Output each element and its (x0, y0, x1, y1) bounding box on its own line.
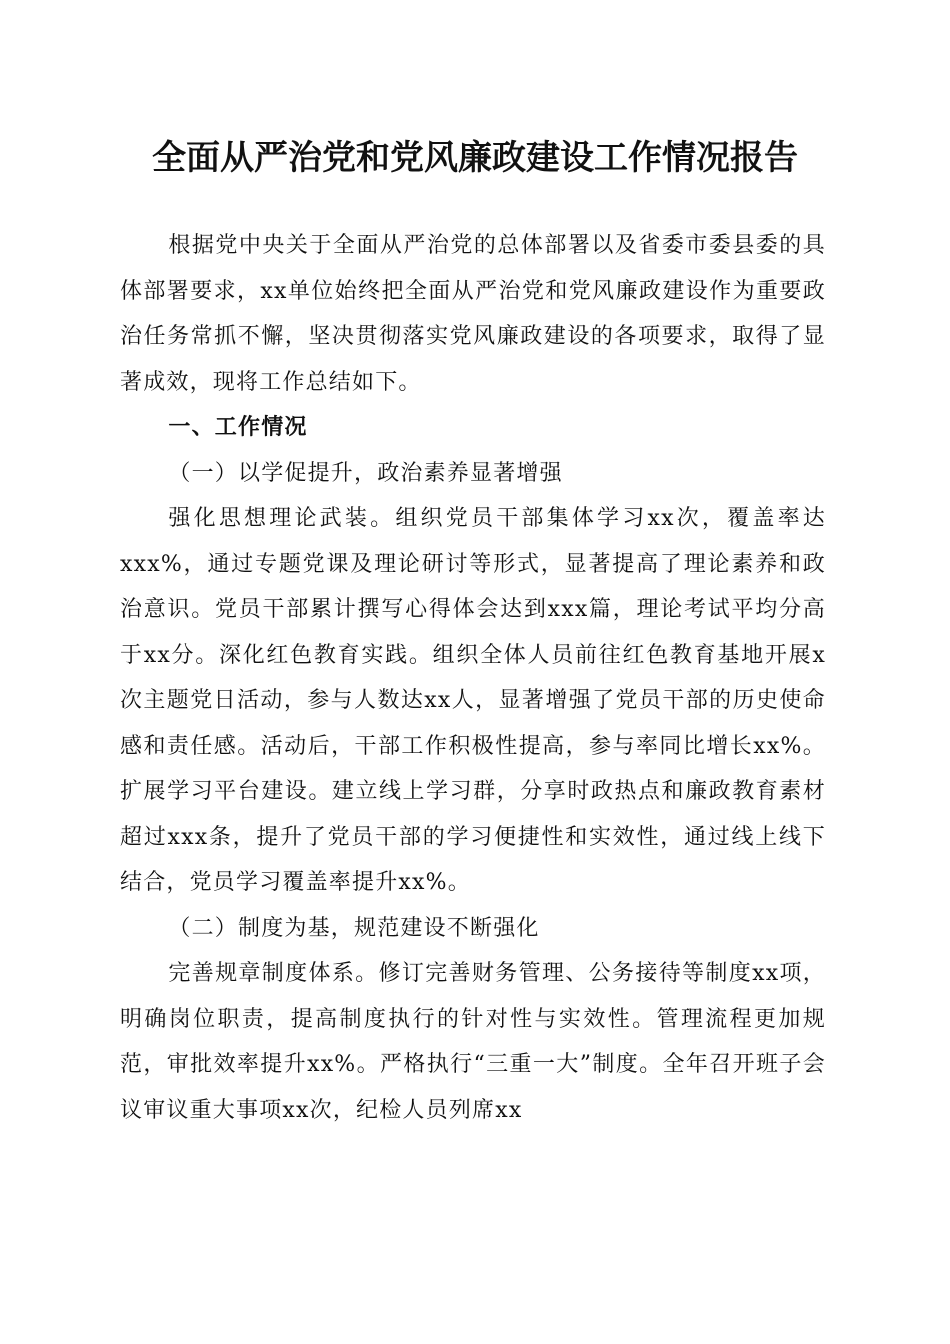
document-title: 全面从严治党和党风廉政建设工作情况报告 (152, 138, 798, 178)
document-body (120, 223, 826, 1133)
system-paragraph: 完善规章制度体系。修订完善财务管理、公务接待等制度xx项，明确岗位职责，提高制度执行的针对性与实效性。管理流程更加规范，审批效率提升xx%。严格执行“三重一大”制度。全年召开班子会议审议重大事项xx次，纪检人员列席xx (120, 961, 826, 1123)
subsection-heading-system: （二）制度为基，规范建设不断强化 (168, 915, 540, 941)
section-heading-work-status: 一、工作情况 (168, 415, 308, 440)
intro-paragraph: 根据党中央关于全面从严治党的总体部署以及省委市委县委的具体部署要求，xx单位始终把全面从严治党和党风廉政建设作为重要政治任务常抓不懈，坚决贯彻落实党风廉政建设的各项要求，取得了显著成效，现将工作总结如下。 (120, 233, 826, 395)
study-paragraph: 强化思想理论武装。组织党员干部集体学习xx次，覆盖率达xxx%，通过专题党课及理论研讨等形式，显著提高了理论素养和政治意识。党员干部累计撰写心得体会达到xxx篇，理论考试平均分高于xx分。深化红色教育实践。组织全体人员前往红色教育基地开展x次主题党日活动，参与人数达xx人，显著增强了党员干部的历史使命感和责任感。活动后，干部工作积极性提高，参与率同比增长xx%。扩展学习平台建设。建立线上学习群，分享时政热点和廉政教育素材超过xxx条，提升了党员干部的学习便捷性和实效性，通过线上线下结合，党员学习覆盖率提升xx%。 (120, 506, 826, 895)
subsection-heading-study: （一）以学促提升，政治素养显著增强 (168, 460, 563, 486)
